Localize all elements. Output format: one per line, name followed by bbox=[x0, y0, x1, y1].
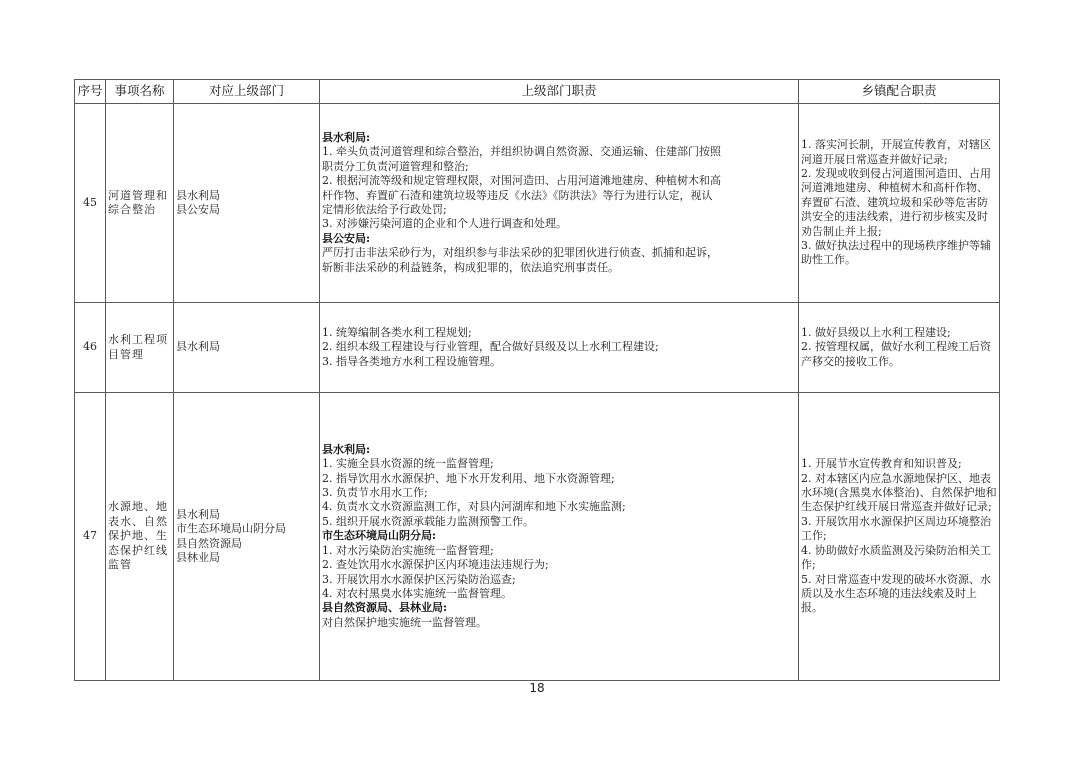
department: 县水利局 bbox=[176, 188, 220, 202]
department-duties bbox=[320, 393, 799, 681]
duty-line: 定情形依法给予行政处罚; bbox=[322, 203, 447, 216]
duty-line: 对自然保护地实施统一监督管理。 bbox=[322, 615, 487, 629]
duty-line: 2. 指导饮用水水源保护、地下水开发利用、地下水资源管理; bbox=[322, 471, 615, 485]
town-duties: 1. 做好县级以上水利工程建设; 2. 按管理权属，做好水利工程竣工后资产移交的接收工作。 bbox=[799, 303, 1000, 393]
duty-line: 2. 根据河流等级和规定管理权限，对围河造田、占用河道滩地建房、种植树木和高 bbox=[322, 174, 721, 188]
department: 县水利局 bbox=[176, 340, 220, 354]
item-name: 水利工程项目管理 bbox=[106, 303, 174, 393]
duty-line: 3. 负责节水用水工作; bbox=[322, 486, 428, 500]
duty-heading: 县公安局: bbox=[322, 231, 371, 245]
department-duties bbox=[320, 303, 799, 393]
department: 县水利局 bbox=[176, 507, 220, 521]
department: 县公安局 bbox=[176, 203, 220, 216]
duty-heading: 市生态环境局山阴分局: bbox=[322, 529, 437, 543]
header-item-name: 事项名称 bbox=[106, 80, 174, 104]
duty-line: 1. 统筹编制各类水利工程规划; bbox=[322, 325, 472, 339]
duty-line: 职责分工负责河道管理和整治; bbox=[322, 159, 469, 173]
duty-line: 3. 对涉嫌污染河道的企业和个人进行调查和处理。 bbox=[322, 217, 567, 231]
row-number: 46 bbox=[75, 303, 106, 393]
header-town-duties: 乡镇配合职责 bbox=[799, 80, 1000, 104]
town-duties: 1. 落实河长制，开展宣传教育，对辖区河道开展日常巡查并做好记录; 2. 发现或收到侵占河道围河造田、占用河道滩地建房、种植树木和高杆作物、弃置矿石渣、建筑垃圾和采砂等危害防洪安全的违法线索，进行初步核实及时劝告制止并上报; 3. 做好执法过程中的现场秩序维护等辅助性工作。 bbox=[799, 104, 1000, 303]
duty-line: 4. 负责水文水资源监测工作，对县内河湖库和地下水实施监测; bbox=[322, 500, 626, 514]
duty-line: 2. 组织本级工程建设与行业管理，配合做好县级及以上水利工程建设; bbox=[322, 340, 659, 354]
header-no: 序号 bbox=[75, 80, 106, 104]
table-row bbox=[75, 393, 1000, 681]
duty-line: 1. 牵头负责河道管理和综合整治，并组织协调自然资源、交通运输、住建部门按照 bbox=[322, 145, 721, 159]
duty-line: 4. 对农村黑臭水体实施统一监督管理。 bbox=[322, 586, 512, 600]
item-name: 河道管理和综合整治 bbox=[106, 104, 174, 303]
duty-line: 严厉打击非法采砂行为，对组织参与非法采砂的犯罪团伙进行侦查、抓捕和起诉， bbox=[322, 246, 718, 260]
duty-line: 2. 查处饮用水水源保护区内环境违法违规行为; bbox=[322, 558, 549, 572]
table-header-row bbox=[75, 80, 1000, 104]
department: 县自然资源局 bbox=[176, 536, 242, 550]
duty-heading: 县水利局: bbox=[322, 130, 371, 144]
duty-line: 杆作物、弃置矿石渣和建筑垃圾等违反《水法》《防洪法》等行为进行认定，视认 bbox=[322, 188, 713, 202]
duty-line: 1. 对水污染防治实施统一监督管理; bbox=[322, 543, 494, 557]
duty-line: 斩断非法采砂的利益链条，构成犯罪的，依法追究刑事责任。 bbox=[322, 260, 619, 274]
duties-table bbox=[74, 79, 1000, 681]
department: 市生态环境局山阴分局 bbox=[176, 522, 286, 536]
table-row bbox=[75, 104, 1000, 303]
duty-heading: 县水利局: bbox=[322, 442, 371, 456]
department-list bbox=[174, 303, 320, 393]
duty-line: 1. 实施全县水资源的统一监督管理; bbox=[322, 457, 494, 471]
department-list bbox=[174, 393, 320, 681]
department-list bbox=[174, 104, 320, 303]
department: 县林业局 bbox=[176, 550, 220, 564]
duty-line: 3. 开展饮用水水源保护区污染防治巡查; bbox=[322, 572, 516, 586]
duty-line: 3. 指导各类地方水利工程设施管理。 bbox=[322, 354, 501, 368]
row-number: 45 bbox=[75, 104, 106, 303]
duty-line: 5. 组织开展水资源承载能力监测预警工作。 bbox=[322, 514, 534, 528]
town-duties: 1. 开展节水宣传教育和知识普及; 2. 对本辖区内应急水源地保护区、地表水环境(含黑臭水体整治)、自然保护地和生态保护红线开展日常巡查并做好记录; 3. 开展饮用水水源保护区周边环境整治工作; 4. 协助做好水质监测及污染防治相关工作; 5. 对日常巡查中发现的破坏水资源、水质以及水生态环境的违法线索及时上报。 bbox=[799, 393, 1000, 681]
table-row bbox=[75, 303, 1000, 393]
header-department-duties: 上级部门职责 bbox=[320, 80, 799, 104]
page-number: 18 bbox=[529, 681, 545, 695]
item-name: 水源地、地表水、自然保护地、生态保护红线监管 bbox=[106, 393, 174, 681]
header-department: 对应上级部门 bbox=[174, 80, 320, 104]
duty-heading: 县自然资源局、县林业局: bbox=[322, 601, 448, 615]
row-number: 47 bbox=[75, 393, 106, 681]
department-duties bbox=[320, 104, 799, 303]
